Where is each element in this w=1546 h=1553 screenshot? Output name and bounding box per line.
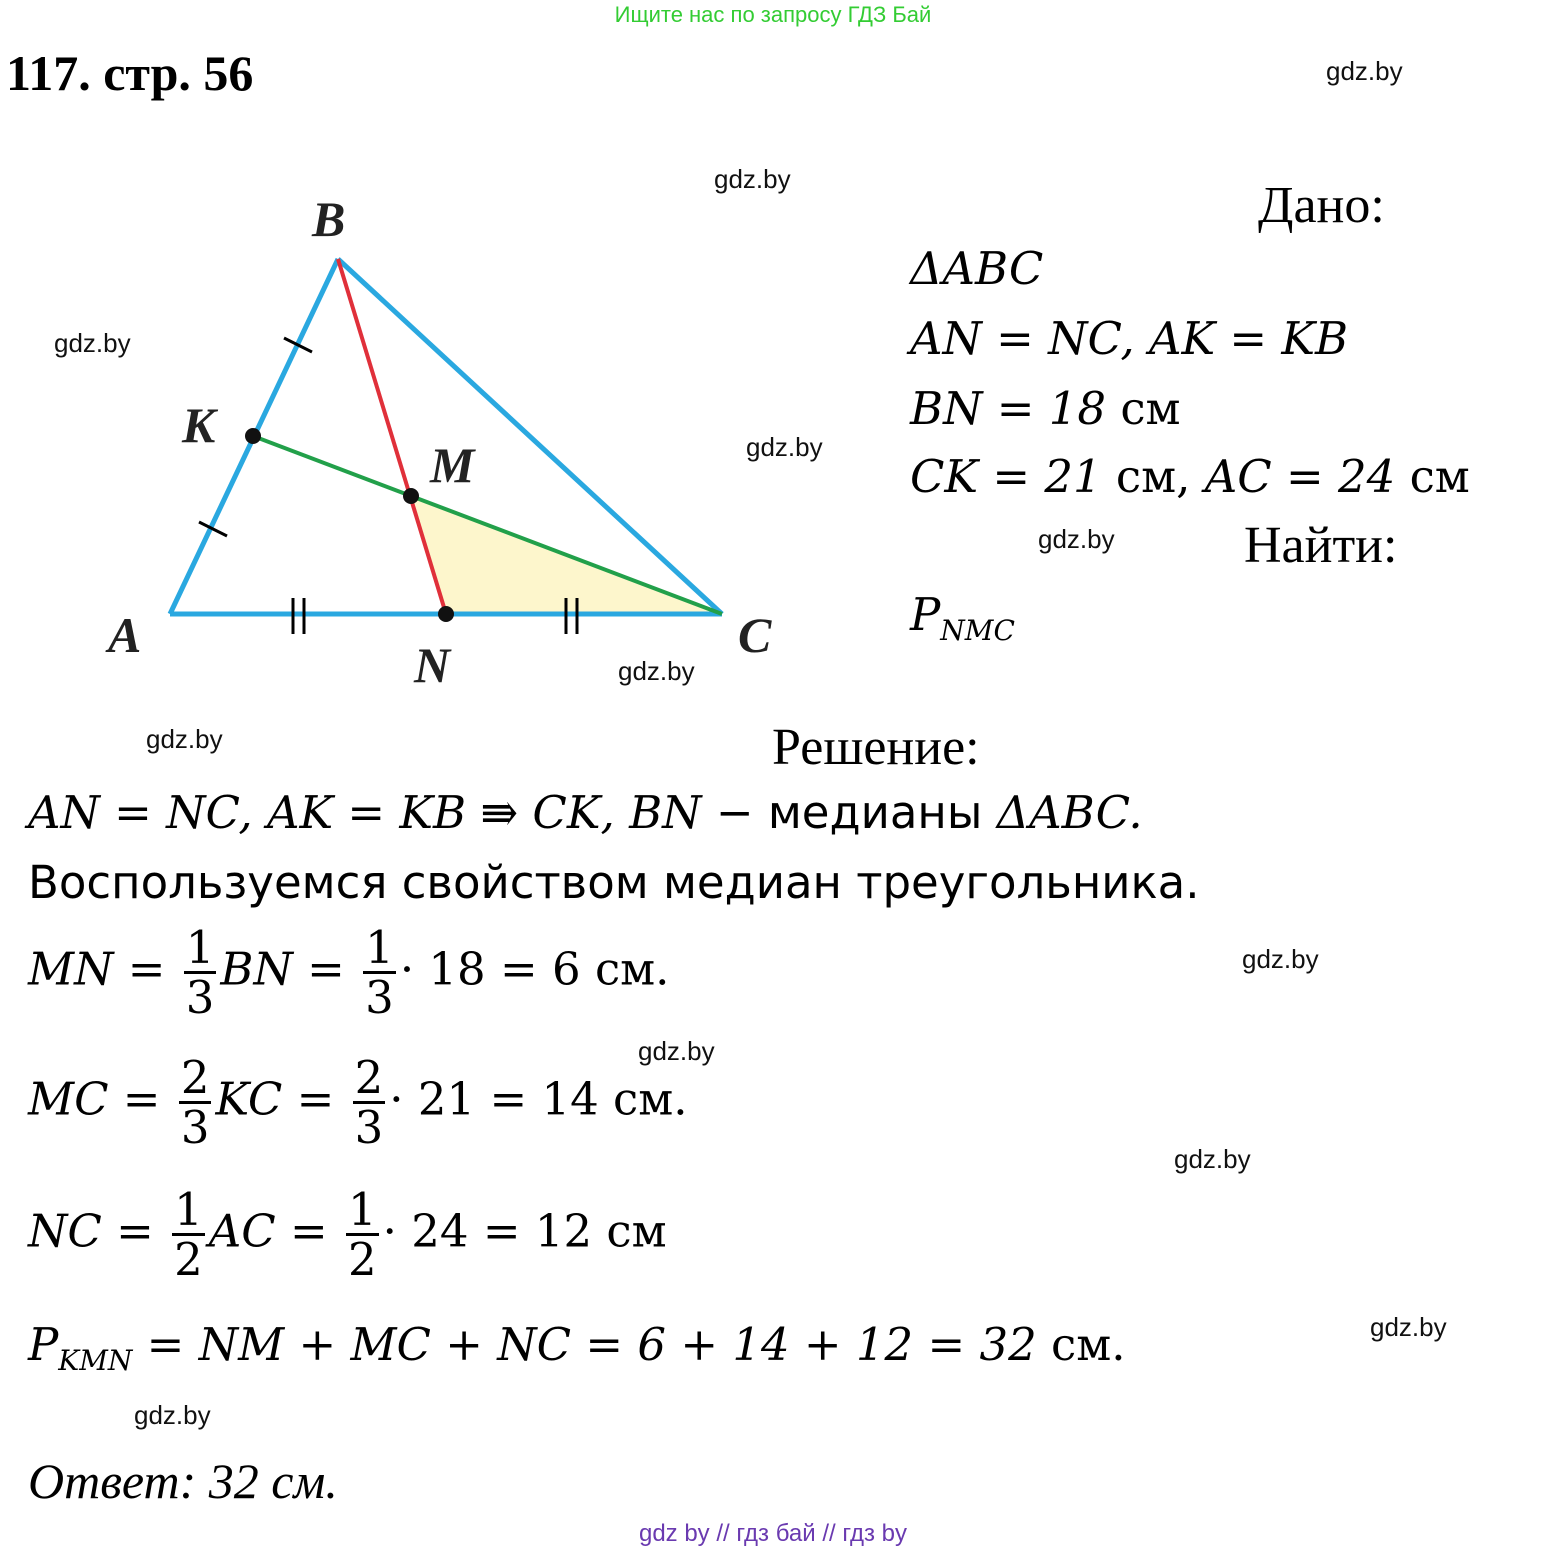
- given-bn: BN = 18: [910, 382, 1107, 435]
- equation-perimeter: [28, 1318, 1126, 1377]
- numerator: 2: [180, 1051, 210, 1104]
- given-triangle: ΔABC: [910, 242, 1044, 295]
- numerator: 1: [185, 921, 215, 974]
- given-heading: Дано:: [1258, 177, 1385, 234]
- footer-links: gdz by // гдз бай // гдз by: [638, 1520, 908, 1547]
- eq-tail: · 18 = 6: [399, 942, 581, 996]
- fraction: [179, 1051, 212, 1155]
- given-line-4: [910, 450, 1470, 503]
- label-a: A: [108, 607, 142, 663]
- label-n: N: [414, 637, 451, 693]
- fraction: [184, 921, 217, 1025]
- unit: см,: [1101, 450, 1205, 503]
- numerator: 1: [348, 1183, 377, 1236]
- label-m: M: [430, 437, 475, 493]
- answer: Ответ: 32 см.: [28, 1453, 338, 1509]
- triangle-ref: ΔABC.: [996, 786, 1143, 839]
- eq-lhs: MC =: [28, 1072, 175, 1126]
- point-m: [403, 488, 419, 504]
- numerator: 1: [174, 1183, 203, 1236]
- point-n: [438, 606, 454, 622]
- perimeter-symbol: P: [910, 588, 941, 641]
- unit: см: [1106, 382, 1181, 435]
- unit: см.: [598, 1072, 688, 1126]
- denominator: 3: [354, 1101, 384, 1155]
- eq-mid: KC =: [215, 1072, 349, 1126]
- unit: см.: [1036, 1318, 1126, 1371]
- eq-tail: · 24 = 12: [382, 1204, 593, 1258]
- point-k: [245, 428, 261, 444]
- watermark: gdz.by: [746, 432, 823, 462]
- solution-heading: Решение:: [772, 719, 980, 776]
- watermark: gdz.by: [1174, 1144, 1251, 1174]
- label-c: C: [738, 607, 772, 663]
- medians-text: медианы: [767, 786, 997, 839]
- watermark: gdz.by: [618, 656, 695, 686]
- denominator: 2: [174, 1233, 203, 1287]
- find-target: [910, 588, 1015, 647]
- eq-mid: AC =: [208, 1204, 343, 1258]
- given-ac: AC = 24: [1204, 450, 1396, 503]
- solution-line-2: Воспользуемся свойством медиан треугольника.: [28, 856, 1200, 909]
- given-line-1: [910, 242, 1043, 295]
- solution-line-1: [28, 786, 1143, 839]
- given-ck: CK = 21: [910, 450, 1102, 503]
- eq-mid: BN =: [220, 942, 360, 996]
- unit: см.: [580, 942, 670, 996]
- fraction: [353, 1051, 386, 1155]
- label-b: B: [312, 191, 346, 247]
- equation-mn: [28, 921, 670, 1025]
- perimeter-subscript: NMC: [940, 614, 1015, 647]
- given-line-3: [910, 382, 1181, 435]
- search-banner: Ищите нас по запросу ГДЗ Бай: [614, 2, 932, 27]
- watermark: gdz.by: [1326, 56, 1403, 86]
- equation-mc: [28, 1051, 688, 1155]
- label-k: K: [182, 397, 216, 453]
- eq-lhs: MN =: [28, 942, 180, 996]
- given-line-2: [910, 312, 1348, 365]
- find-heading: Найти:: [1244, 517, 1398, 574]
- watermark: gdz.by: [714, 164, 791, 194]
- fraction: [172, 1183, 205, 1287]
- watermark: gdz.by: [1242, 944, 1319, 974]
- numerator: 1: [365, 921, 394, 974]
- watermark: gdz.by: [1370, 1312, 1447, 1342]
- unit: см: [1395, 450, 1470, 503]
- denominator: 3: [185, 971, 215, 1025]
- perimeter-sum: = NM + MC + NC = 6 + 14 + 12 = 32: [132, 1318, 1037, 1371]
- denominator: 3: [180, 1101, 210, 1155]
- watermark: gdz.by: [54, 328, 131, 358]
- triangle-figure: [0, 0, 860, 720]
- unit: см: [592, 1204, 667, 1258]
- medians-implication: AN = NC, AK = KB ⇛ CK, BN −: [28, 786, 768, 839]
- eq-lhs: NC =: [28, 1204, 169, 1258]
- perimeter-symbol: P: [28, 1318, 59, 1371]
- given-equalities: AN = NC, AK = KB: [910, 312, 1349, 365]
- eq-tail: · 21 = 14: [389, 1072, 599, 1126]
- watermark: gdz.by: [1038, 524, 1115, 554]
- denominator: 3: [365, 971, 394, 1025]
- watermark: gdz.by: [134, 1400, 211, 1430]
- equation-nc: [28, 1183, 667, 1287]
- watermark: gdz.by: [638, 1036, 715, 1066]
- exercise-title: 117. стр. 56: [6, 45, 254, 101]
- perimeter-subscript: KMN: [58, 1344, 133, 1377]
- fraction: [363, 921, 396, 1025]
- fraction: [346, 1183, 379, 1287]
- numerator: 2: [354, 1051, 384, 1104]
- watermark: gdz.by: [146, 724, 223, 754]
- denominator: 2: [348, 1233, 377, 1287]
